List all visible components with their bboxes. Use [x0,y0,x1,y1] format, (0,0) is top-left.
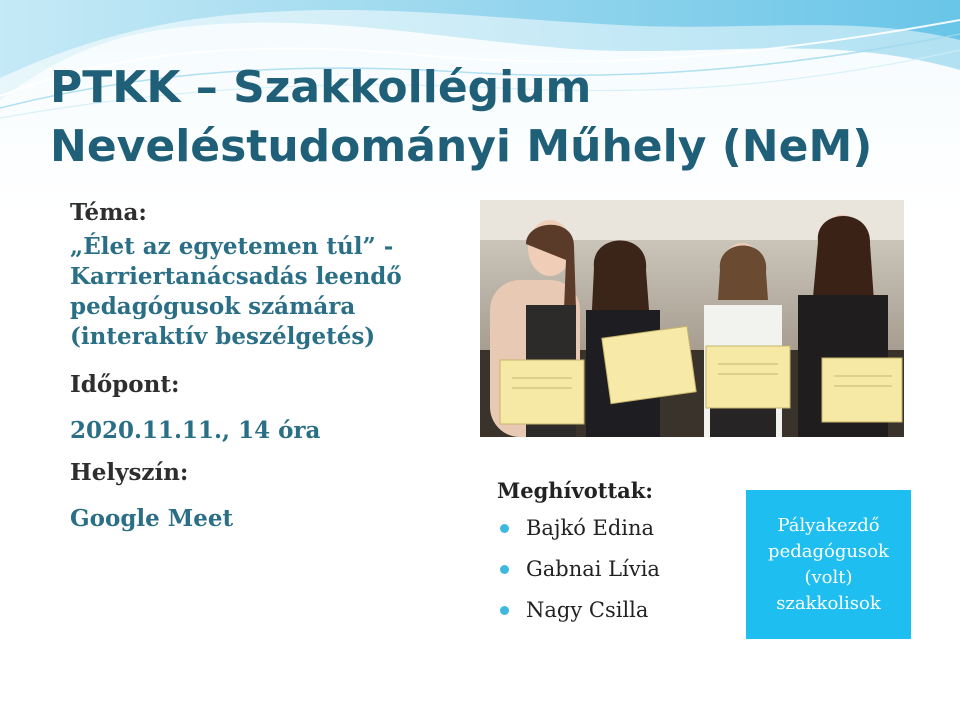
guest-name: Gabnai Lívia [526,557,660,581]
event-photo [480,200,904,437]
list-item [497,596,727,624]
time-value: 2020.11.11., 14 óra [70,417,321,444]
list-item [497,514,727,542]
guest-name: Nagy Csilla [526,598,649,622]
slide-title [50,58,930,176]
title-line-2: Neveléstudományi Műhely (NeM) [50,121,873,172]
topic-value: „Élet az egyetemen túl” - Karriertanácsadás leendő pedagógusok számára (interaktív beszélgetés) [70,233,402,350]
guests-label: Meghívottak: [497,478,654,503]
title-line-1: PTKK – Szakkollégium [50,62,592,113]
photo-of-four-women-holding-certificates-icon [480,200,904,437]
place-label: Helyszín: [70,459,189,486]
callout-box [746,490,911,639]
place-value: Google Meet [70,505,234,532]
guests-section [497,476,727,637]
bullet-dot-icon [500,524,509,533]
bullet-dot-icon [500,606,509,615]
topic-label: Téma: [70,199,147,226]
event-details [70,198,470,534]
time-label: Időpont: [70,371,180,398]
bullet-dot-icon [500,565,509,574]
guest-name: Bajkó Edina [526,516,655,540]
list-item [497,555,727,583]
callout-text: Pályakezdő pedagógusok (volt) szakkolisok [768,514,889,614]
guests-list [497,514,727,624]
